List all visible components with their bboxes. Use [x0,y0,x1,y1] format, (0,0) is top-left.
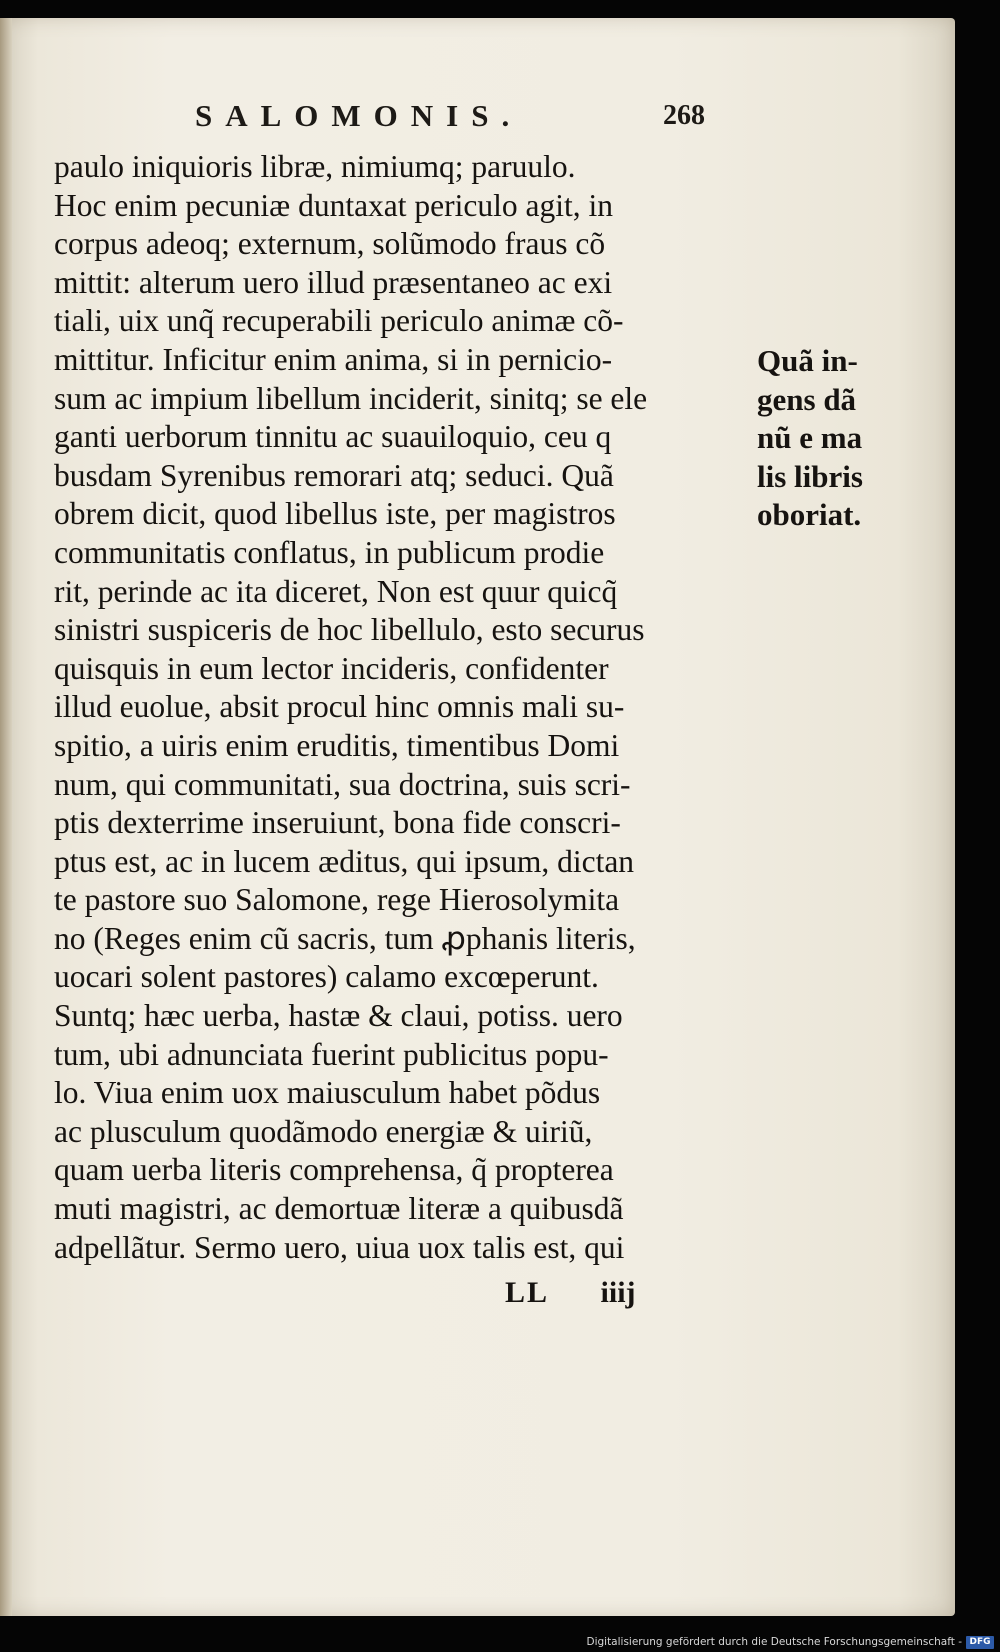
main-text-block [54,148,754,1267]
text-line: mittitur. Inficitur enim anima, si in pernicio- [54,341,613,377]
page-number: 268 [663,100,705,131]
text-line: ganti uerborum tinnitu ac suauiloquio, ceu q [54,419,612,455]
running-head: SALOMONIS. [195,98,523,133]
marginal-note-line: Quã in- [757,343,858,378]
text-line: quisquis in eum lector incideris, confidenter [54,650,609,686]
signature-numeral: iiij [600,1276,636,1309]
marginal-note-line: oboriat. [757,497,862,533]
text-line: busdam Syrenibus remorari atq; seduci. Quã [54,457,614,493]
signature-letters: LL [505,1276,550,1309]
text-line: adpellãtur. Sermo uero, uiua uox talis est, qui [54,1229,625,1265]
text-line: paulo iniquioris libræ, nimiumq; paruulo. [54,149,576,184]
text-line: sinistri suspiceris de hoc libellulo, esto securus [54,612,645,648]
text-line: quam uerba literis comprehensa, q̃ propterea [54,1152,614,1188]
text-line: rit, perinde ac ita diceret, Non est quur quicq̃ [54,573,618,609]
text-line: ptis dexterrime inseruiunt, bona fide conscri- [54,805,621,841]
marginal-note [757,342,887,535]
dfg-logo: DFG [966,1636,994,1649]
text-line: Hoc enim pecuniæ duntaxat periculo agit, in [54,187,613,223]
marginal-note-line: nũ e ma [757,420,863,456]
text-line: illud euolue, absit procul hinc omnis mali su- [54,689,625,725]
text-line: te pastore suo Salomone, rege Hierosolymita [54,882,620,918]
text-line: ptus est, ac in lucem æditus, qui ipsum, dictan [54,843,635,879]
text-line: uocari solent pastores) calamo excœperunt. [54,959,599,995]
text-line: corpus adeoq; externum, solũmodo fraus cõ [54,226,606,262]
page-gutter [0,18,12,1616]
text-line: obrem dicit, quod libellus iste, per magistros [54,496,616,532]
signature-mark [505,1276,636,1310]
text-line: Suntq; hæc uerba, hastæ & claui, potiss. uero [54,998,623,1034]
text-line: sum ac impium libellum inciderit, sinitq; se ele [54,380,648,416]
text-line: muti magistri, ac demortuæ literæ a quibusdã [54,1191,624,1227]
text-line: spitio, a uiris enim eruditis, timentibus Domi [54,727,620,763]
digitization-credit: Digitalisierung gefördert durch die Deutsche Forschungsgemeinschaft - [586,1636,962,1648]
text-line: tiali, uix unq̃ recuperabili periculo animæ cõ- [54,303,624,339]
text-line: mittit: alterum uero illud præsentaneo ac exi [54,264,613,300]
text-line: communitatis conflatus, in publicum prodie [54,534,605,570]
text-line: no (Reges enim cũ sacris, tum ꝓphanis literis, [54,920,636,956]
text-line: lo. Viua enim uox maiusculum habet põdus [54,1075,601,1111]
text-line: ac plusculum quodãmodo energiæ & uiriũ, [54,1113,593,1149]
text-line: tum, ubi adnunciata fuerint publicitus popu- [54,1036,609,1072]
page-header [195,98,705,138]
text-line: num, qui communitati, sua doctrina, suis scri- [54,766,631,802]
marginal-note-line: lis libris [757,458,863,494]
marginal-note-line: gens dã [757,381,857,417]
